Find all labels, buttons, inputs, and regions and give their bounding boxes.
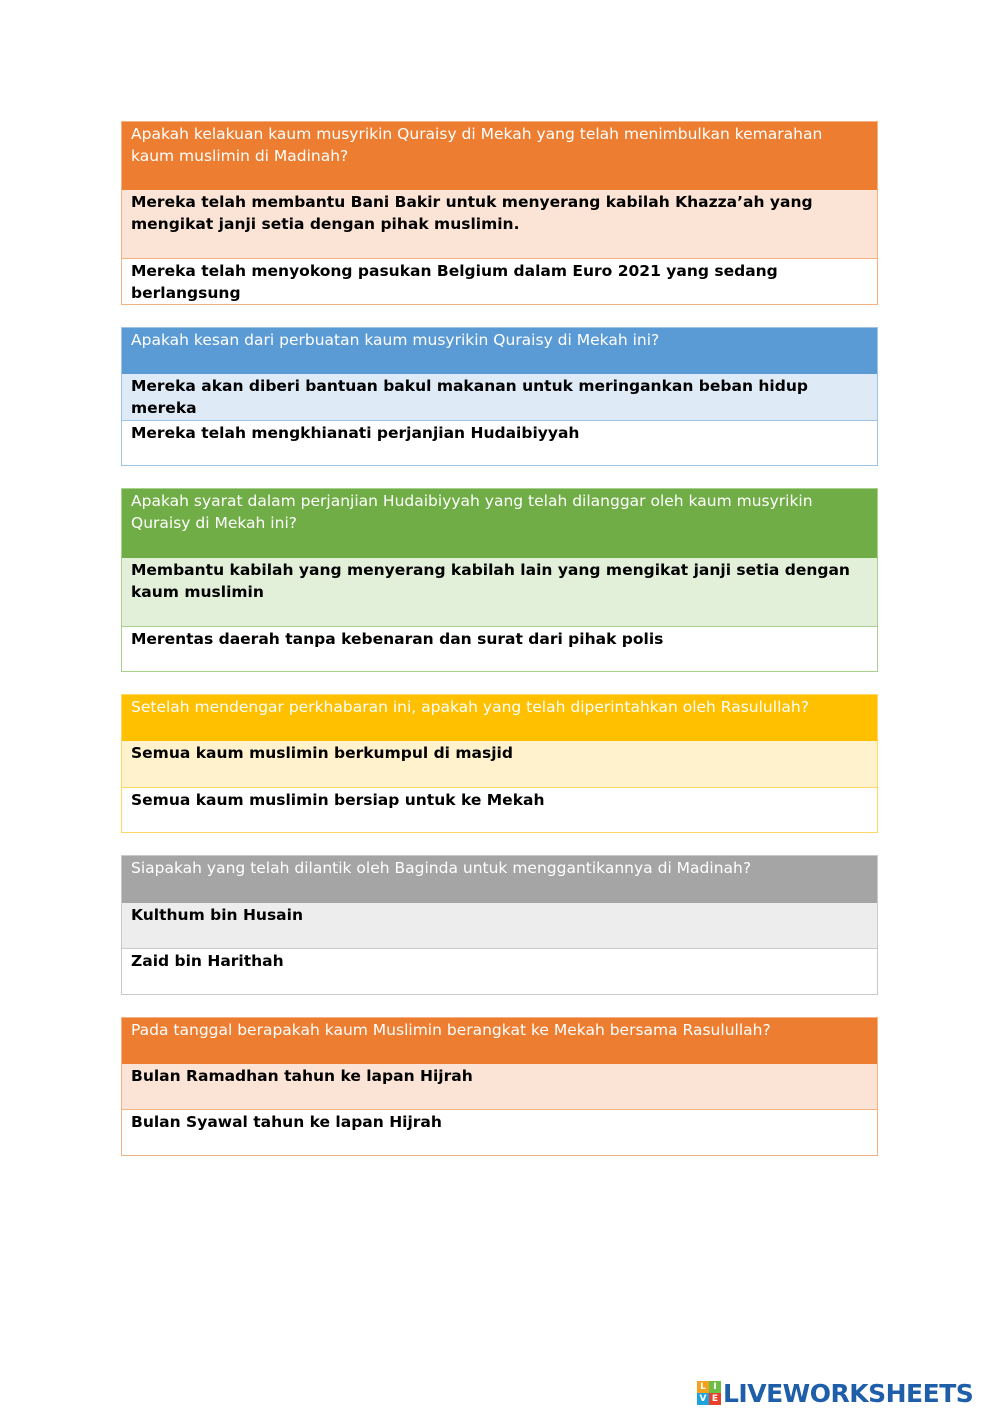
question-card — [121, 488, 878, 672]
question-card — [121, 327, 878, 466]
liveworksheets-logo — [697, 1377, 993, 1409]
answer-option[interactable]: Kulthum bin Husain — [122, 903, 877, 948]
answer-option[interactable]: Bulan Syawal tahun ke lapan Hijrah — [122, 1109, 877, 1155]
question-text: Setelah mendengar perkhabaran ini, apakah yang telah diperintahkan oleh Rasulullah? — [122, 695, 877, 741]
quiz-container — [121, 121, 878, 1131]
answer-option[interactable]: Mereka telah mengkhianati perjanjian Hudaibiyyah — [122, 420, 877, 465]
question-card — [121, 694, 878, 833]
answer-option[interactable]: Bulan Ramadhan tahun ke lapan Hijrah — [122, 1064, 877, 1109]
logo-mark-letter: L — [697, 1381, 709, 1393]
question-card — [121, 121, 878, 305]
answer-option[interactable]: Membantu kabilah yang menyerang kabilah lain yang mengikat janji setia dengan kaum muslimin — [122, 558, 877, 626]
answer-option[interactable]: Mereka telah menyokong pasukan Belgium dalam Euro 2021 yang sedang berlangsung — [122, 258, 877, 304]
question-text: Apakah syarat dalam perjanjian Hudaibiyyah yang telah dilanggar oleh kaum musyrikin Quraisy di Mekah ini? — [122, 489, 877, 558]
answer-option[interactable]: Semua kaum muslimin bersiap untuk ke Mekah — [122, 787, 877, 832]
logo-mark-letter: E — [709, 1393, 721, 1405]
question-text: Apakah kesan dari perbuatan kaum musyrikin Quraisy di Mekah ini? — [122, 328, 877, 374]
question-text: Pada tanggal berapakah kaum Muslimin berangkat ke Mekah bersama Rasulullah? — [122, 1018, 877, 1064]
answer-option[interactable]: Zaid bin Harithah — [122, 948, 877, 994]
logo-mark-letter: V — [697, 1393, 709, 1405]
answer-option[interactable]: Semua kaum muslimin berkumpul di masjid — [122, 741, 877, 787]
question-card — [121, 1017, 878, 1156]
answer-option[interactable]: Merentas daerah tanpa kebenaran dan surat dari pihak polis — [122, 626, 877, 671]
logo-mark-letter: I — [709, 1381, 721, 1393]
answer-option[interactable]: Mereka akan diberi bantuan bakul makanan untuk meringankan beban hidup mereka — [122, 374, 877, 420]
question-text: Siapakah yang telah dilantik oleh Baginda untuk menggantikannya di Madinah? — [122, 856, 877, 903]
question-card — [121, 855, 878, 995]
question-text: Apakah kelakuan kaum musyrikin Quraisy di Mekah yang telah menimbulkan kemarahan kaum muslimin di Madinah? — [122, 122, 877, 190]
logo-mark-icon — [697, 1381, 721, 1405]
answer-option[interactable]: Mereka telah membantu Bani Bakir untuk menyerang kabilah Khazza’ah yang mengikat janji setia dengan pihak muslimin. — [122, 190, 877, 258]
logo-text: LIVEWORKSHEETS — [723, 1378, 974, 1408]
